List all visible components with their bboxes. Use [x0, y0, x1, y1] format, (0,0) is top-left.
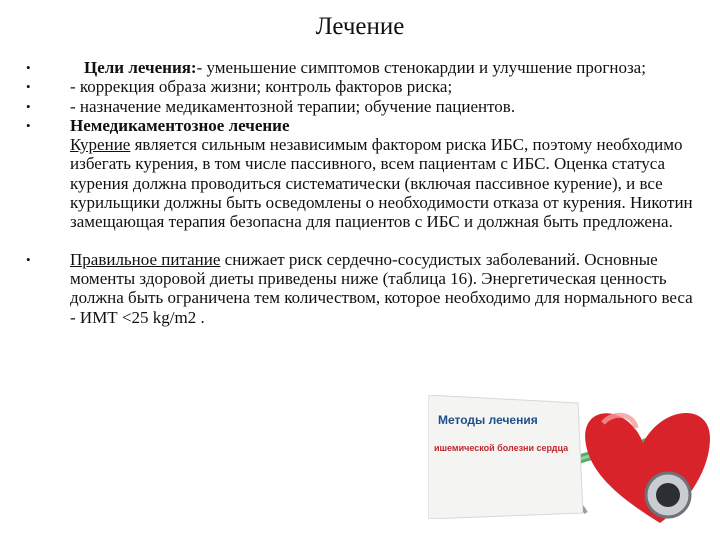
- sign-card: [428, 395, 583, 519]
- list-item-lifestyle: [26, 77, 698, 96]
- sign-title: Методы лечения: [438, 413, 538, 427]
- nutrition-text: снижает риск сердечно-сосудистых заболеваний. Основные моменты здоровой диеты приведены ниже (таблица 16). Энергетическая ценность должна быть ограничена тем количеством, которое необходимо для нормального веса - ИМТ <25 kg/m2 .: [70, 249, 693, 327]
- bullet-icon: •: [26, 251, 31, 267]
- content-list: [26, 58, 698, 327]
- therapy-text: - назначение медикаментозной терапии; обучение пациентов.: [70, 96, 516, 116]
- lifestyle-text: - коррекция образа жизни; контроль факторов риска;: [70, 77, 453, 97]
- goals-heading: Цели лечения:: [84, 58, 197, 77]
- list-item-goals: [26, 58, 698, 77]
- smoking-term: Курение: [70, 135, 131, 155]
- page-title: Лечение: [315, 13, 405, 40]
- bullet-icon: •: [26, 98, 31, 114]
- smoking-text: является сильным независимым фактором риска ИБС, поэтому необходимо избегать курения, в том числе пассивного, всем пациентам с ИБС. Оценка статуса курения должна проводиться систематически (включая пассивное курение), и все курильщики должны быть осведомлены о необходимости отказа от курения. Никотин замещающая терапия безопасна для пациентов с ИБС и должная быть предложена.: [70, 135, 693, 232]
- goals-text: - уменьшение симптомов стенокардии и улучшение прогноза;: [196, 58, 646, 77]
- bullet-icon: •: [26, 79, 31, 95]
- list-item-nutrition: [26, 250, 698, 327]
- bullet-icon: •: [26, 60, 31, 75]
- bullet-icon: •: [26, 117, 31, 133]
- sign-subtitle: ишемической болезни сердца: [434, 443, 569, 453]
- list-item-nondrug: [26, 116, 698, 232]
- heart-stethoscope-image: [428, 383, 710, 525]
- nutrition-term: Правильное питание: [70, 249, 221, 269]
- nondrug-heading: Немедикаментозное лечение: [70, 115, 290, 135]
- list-item-therapy: [26, 97, 698, 116]
